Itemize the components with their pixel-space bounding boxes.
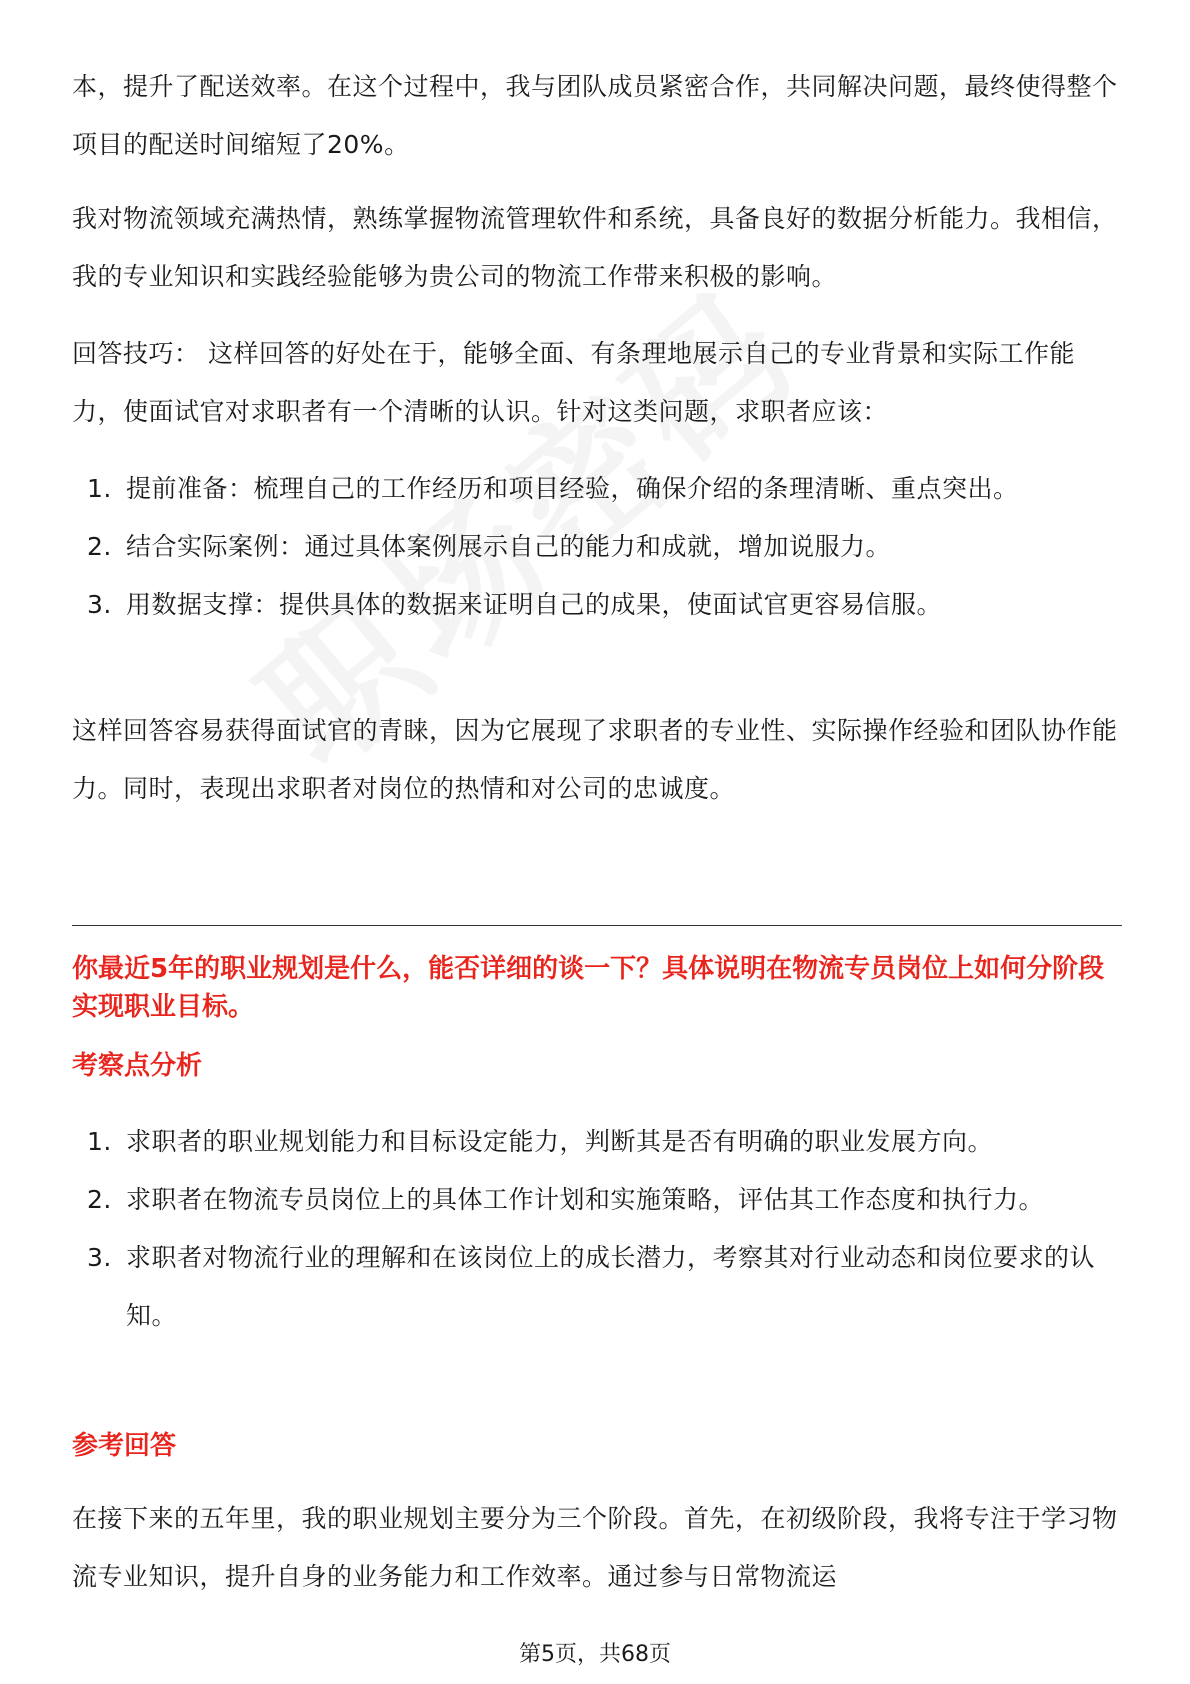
- answer-heading: 参考回答: [72, 1431, 177, 1461]
- analysis-list: [72, 1113, 1122, 1345]
- list-number: 1.: [87, 1127, 112, 1156]
- paragraph: 在接下来的五年里，我的职业规划主要分为三个阶段。首先，在初级阶段，我将专注于学习物流专业知识，提升自身的业务能力和工作效率。通过参与日常物流运: [72, 1504, 1118, 1591]
- list-item: [72, 518, 1122, 576]
- answer-tips-paragraph: [72, 325, 1122, 441]
- list-number: 2.: [87, 532, 112, 561]
- question-block: [72, 950, 1122, 1026]
- list-item-text: 求职者的职业规划能力和目标设定能力，判断其是否有明确的职业发展方向。: [126, 1127, 994, 1156]
- closing-paragraph: [72, 702, 1122, 818]
- paragraph: 回答技巧： 这样回答的好处在于，能够全面、有条理地展示自己的专业背景和实际工作能力，使面试官对求职者有一个清晰的认识。针对这类问题，求职者应该：: [72, 339, 1075, 426]
- list-item-text: 结合实际案例：通过具体案例展示自己的能力和成就，增加说服力。: [126, 532, 892, 561]
- list-item: [72, 576, 1122, 634]
- list-item-text: 求职者在物流专员岗位上的具体工作计划和实施策略，评估其工作态度和执行力。: [126, 1185, 1045, 1214]
- page-footer: 第5页，共68页: [519, 1642, 671, 1667]
- intro-paragraph-1: [72, 58, 1122, 174]
- paragraph: 本，提升了配送效率。在这个过程中，我与团队成员紧密合作，共同解决问题，最终使得整个项目的配送时间缩短了20%。: [72, 72, 1118, 159]
- list-item: [72, 1229, 1122, 1345]
- analysis-heading-block: [72, 1045, 1122, 1082]
- list-number: 3.: [87, 590, 112, 619]
- list-item-text: 提前准备：梳理自己的工作经历和项目经验，确保介绍的条理清晰、重点突出。: [126, 474, 1019, 503]
- list-item-text: 用数据支撑：提供具体的数据来证明自己的成果，使面试官更容易信服。: [126, 590, 943, 619]
- paragraph: 我对物流领域充满热情，熟练掌握物流管理软件和系统，具备良好的数据分析能力。我相信，我的专业知识和实践经验能够为贵公司的物流工作带来积极的影响。: [72, 204, 1118, 291]
- intro-paragraph-2: [72, 190, 1122, 306]
- list-item: [72, 1113, 1122, 1171]
- list-number: 3.: [87, 1243, 112, 1272]
- list-number: 1.: [87, 474, 112, 503]
- list-number: 2.: [87, 1185, 112, 1214]
- answer-paragraph: [72, 1490, 1122, 1606]
- paragraph: 这样回答容易获得面试官的青睐，因为它展现了求职者的专业性、实际操作经验和团队协作能力。同时，表现出求职者对岗位的热情和对公司的忠诚度。: [72, 716, 1118, 803]
- question-title: 你最近5年的职业规划是什么，能否详细的谈一下？具体说明在物流专员岗位上如何分阶段实现职业目标。: [72, 954, 1105, 1022]
- list-item: [72, 1171, 1122, 1229]
- tips-list: [72, 460, 1122, 634]
- list-item: [72, 460, 1122, 518]
- list-item-text: 求职者对物流行业的理解和在该岗位上的成长潜力，考察其对行业动态和岗位要求的认知。: [126, 1243, 1096, 1330]
- section-divider: [72, 925, 1122, 926]
- answer-heading-block: [72, 1425, 1122, 1462]
- analysis-heading: 考察点分析: [72, 1051, 203, 1081]
